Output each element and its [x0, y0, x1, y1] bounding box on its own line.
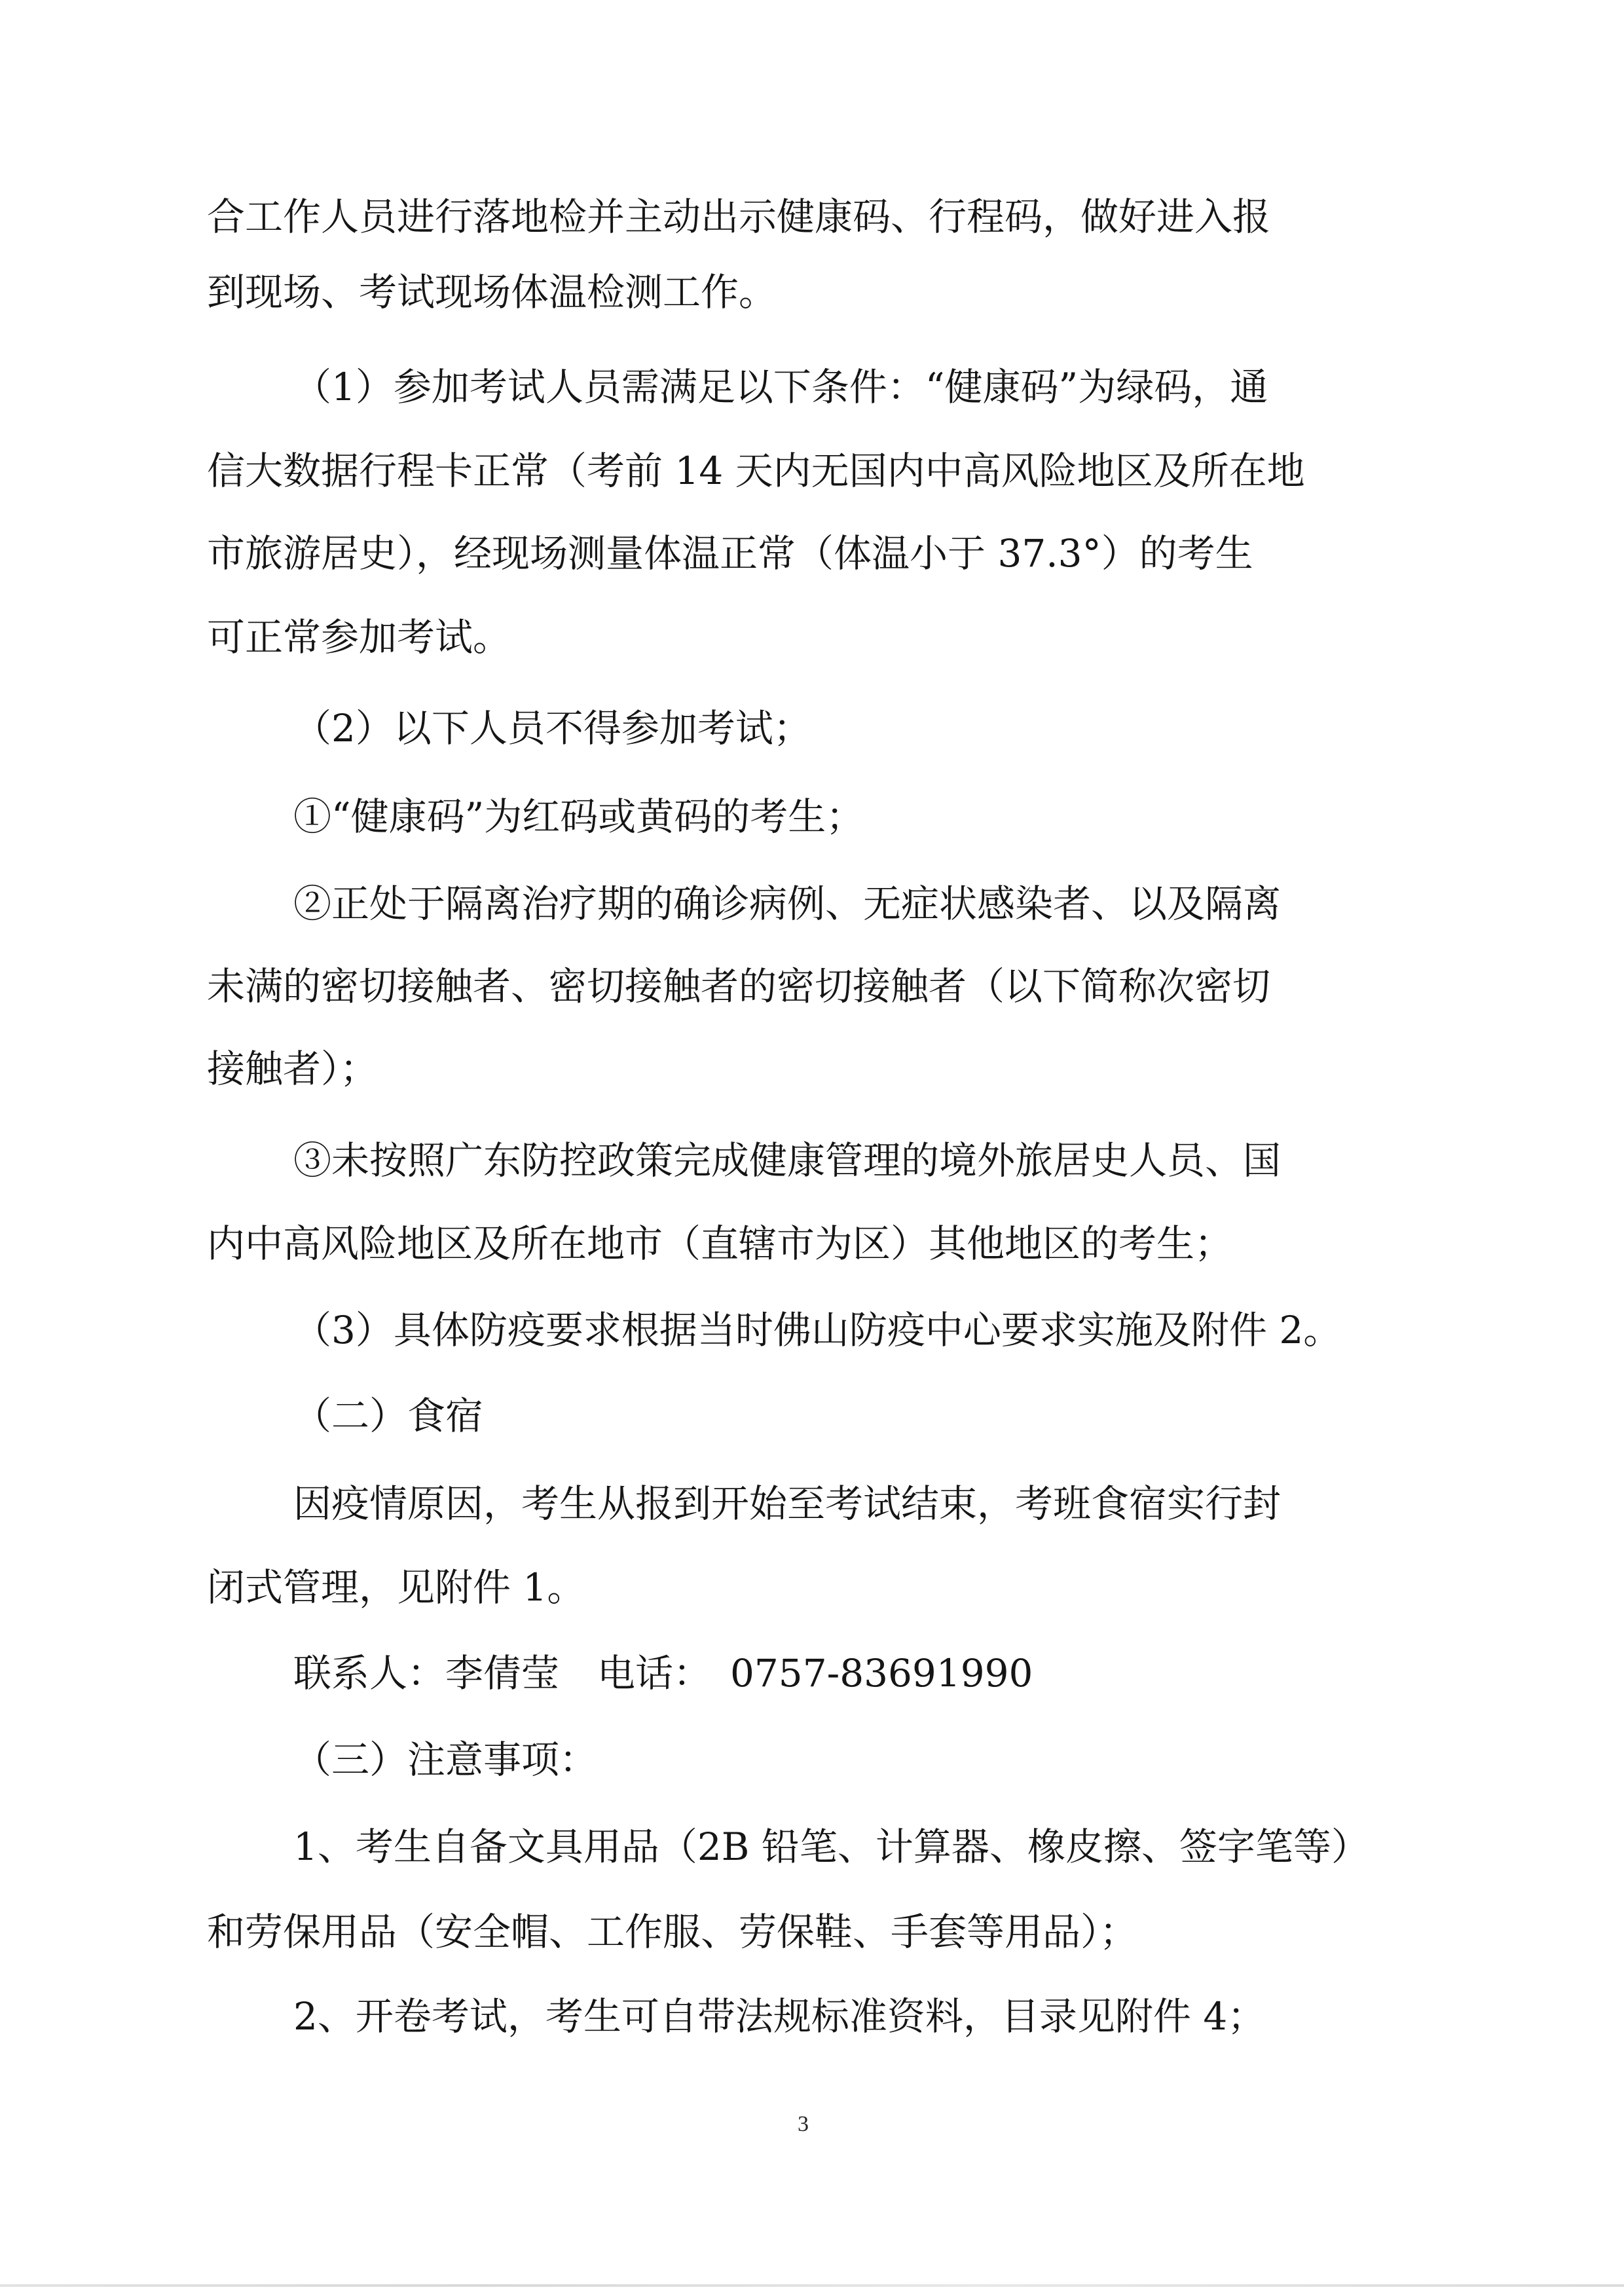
- text-line: 市旅游居史），经现场测量体温正常（体温小于 37.3°）的考生: [207, 531, 1253, 576]
- page-number: 3: [798, 2112, 809, 2136]
- section-heading: （二）食宿: [293, 1394, 484, 1438]
- text-line: 2、开卷考试，考生可自带法规标准资料，目录见附件 4；: [293, 1994, 1266, 2039]
- scan-edge-divider: [0, 2284, 1624, 2287]
- text-line: （2）以下人员不得参加考试；: [293, 706, 811, 750]
- text-line: 1、考生自备文具用品（2B 铅笔、计算器、橡皮擦、签字笔等）: [293, 1824, 1369, 1869]
- section-heading: （三）注意事项：: [293, 1737, 598, 1782]
- text-line: 和劳保用品（安全帽、工作服、劳保鞋、手套等用品）；: [207, 1910, 1138, 1954]
- text-line: 未满的密切接触者、密切接触者的密切接触者（以下简称次密切: [207, 964, 1271, 1009]
- text-line: （1）参加考试人员需满足以下条件：“健康码”为绿码，通: [293, 365, 1268, 409]
- contact-line: 联系人：李倩莹 电话： 0757-83691990: [293, 1651, 1033, 1695]
- text-line: 合工作人员进行落地检并主动出示健康码、行程码，做好进入报: [207, 194, 1271, 239]
- text-line: 信大数据行程卡正常（考前 14 天内无国内中高风险地区及所在地: [207, 449, 1305, 493]
- text-line: 因疫情原因，考生从报到开始至考试结束，考班食宿实行封: [293, 1481, 1282, 1526]
- text-line: ①“健康码”为红码或黄码的考生；: [293, 794, 864, 839]
- text-line: （3）具体防疫要求根据当时佛山防疫中心要求实施及附件 2。: [293, 1308, 1342, 1352]
- text-line: 内中高风险地区及所在地市（直辖市为区）其他地区的考生；: [207, 1221, 1233, 1266]
- text-line: 接触者）；: [207, 1046, 378, 1091]
- text-line: 可正常参加考试。: [207, 615, 511, 659]
- text-line: ③未按照广东防控政策完成健康管理的境外旅居史人员、国: [293, 1138, 1282, 1183]
- text-line: 到现场、考试现场体温检测工作。: [207, 270, 777, 314]
- text-line: ②正处于隔离治疗期的确诊病例、无症状感染者、以及隔离: [293, 881, 1282, 926]
- text-line: 闭式管理，见附件 1。: [207, 1565, 585, 1610]
